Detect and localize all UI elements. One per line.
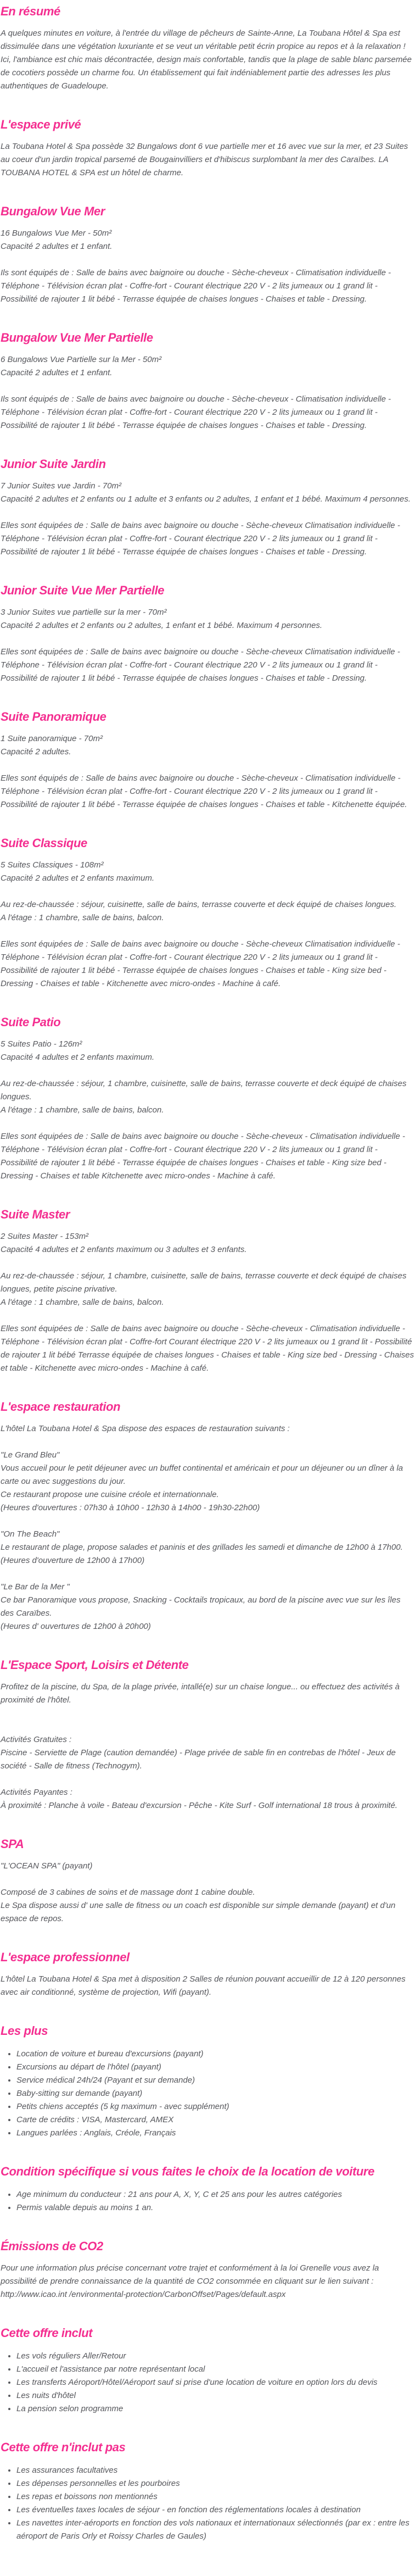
list-item-text: L'accueil et l'assistance par notre représentant local [16,2364,205,2374]
paragraph [1,1077,415,1117]
list-item [16,2061,415,2074]
paragraph-line: Capacité 4 adultes et 2 enfants maximum ou 3 adultes et 3 enfants. [1,1245,247,1254]
bullet-list [1,2464,415,2543]
paragraph-line: 6 Bungalows Vue Partielle sur la Mer - 50m² [1,355,162,364]
list-item [16,2201,415,2215]
paragraph-line: L'hôtel La Toubana Hotel & Spa dispose des espaces de restauration suivants : [1,1424,290,1433]
section-title: Suite Panoramique [1,710,106,724]
paragraph-line: Activités Gratuites : [1,1735,72,1744]
paragraph [1,1786,415,1812]
section-en-resume [1,4,415,93]
section-title: L'espace professionnel [1,1950,130,1964]
paragraph-line: Ce bar Panoramique vous propose, Snacking - Cocktails tropicaux, au bord de la piscine avec vue sur les îles des Caraïbes. [1,1595,401,1618]
paragraph-line: Ils sont équipés de : Salle de bains avec baignoire ou douche - Sèche-cheveux - Climatisation individuelle - Téléphone - Télévision écran plat - Coffre-fort - Courant électrique 220 V - 2 lits jumeaux ou 1 grand lit - Possibilité de rajouter 1 lit bébé - Terrasse équipée de chaises longues - Chaises et table - Dressing. [1,394,391,430]
paragraph-line: Piscine - Serviette de Plage (caution demandée) - Plage privée de sable fin en contrebas de l'hôtel - Jeux de société - Salle de fitness (Technogym). [1,1748,396,1771]
section-les-plus [1,2023,415,2140]
paragraph-line: Elles sont équipées de : Salle de bains avec baignoire ou douche - Sèche-cheveux - Climatisation individuelle - Téléphone - Télévision écran plat - Coffre-fort Courant électrique 220 V - 2 lits jumeaux ou 1 grand lit - Possibilité de rajouter 1 lit bébé Terrasse équipée de chaises longues - Chaises et table - King size bed - Dressing - Chaises et table - Kitchenette avec micro-ondes - Machine à café. [1,1324,414,1373]
paragraph-line: Capacité 2 adultes. [1,747,71,756]
bullet-list [1,2350,415,2416]
paragraph-line: Capacité 2 adultes et 1 enfant. [1,368,113,377]
list-item-text: Petits chiens acceptés (5 kg maximum - avec supplément) [16,2102,229,2111]
list-item [16,2074,415,2087]
paragraph [1,1860,415,1873]
list-item-text: Les nuits d'hôtel [16,2391,76,2400]
paragraph [1,1581,415,1633]
list-item-text: Les dépenses personnelles et les pourboires [16,2479,180,2488]
list-item-text: Les éventuelles taxes locales de séjour - en fonction des réglementations locales à destination [16,2505,361,2514]
paragraph [1,266,415,306]
paragraph-line: Elles sont équipées de : Salle de bains avec baignoire ou douche - Sèche-cheveux Climatisation individuelle - Téléphone - Télévision écran plat - Coffre-fort - Courant électrique 220 V - 2 lits jumeaux ou 1 grand lit - Possibilité de rajouter 1 lit bébé - Terrasse équipée de chaises longues - Chaises et table - Dressing. [1,521,400,557]
list-item [16,2490,415,2503]
section-espace-restauration [1,1399,415,1633]
paragraph-line: Capacité 2 adultes et 2 enfants ou 1 adulte et 3 enfants ou 2 adultes, 1 enfant et 1 bébé. Maximum 4 personnes. [1,494,411,504]
section-junior-suite-vue-mer-partielle [1,583,415,685]
bullet-list [1,2048,415,2140]
paragraph [1,938,415,991]
paragraph-line: Au rez-de-chaussée : séjour, 1 chambre, cuisinette, salle de bains, terrasse couverte et deck équipé de chaises longues, petite piscine privative. [1,1271,407,1294]
paragraph-line: Composé de 3 cabines de soins et de massage dont 1 cabine double. [1,1888,255,1897]
section-title: Bungalow Vue Mer [1,204,105,218]
paragraph [1,732,415,759]
list-item-text: Les vols réguliers Aller/Retour [16,2351,126,2361]
paragraph [1,1886,415,1926]
paragraph [1,140,415,180]
list-item-text: Les assurances facultatives [16,2466,118,2475]
paragraph [1,1322,415,1375]
section-espace-professionnel [1,1950,415,1999]
paragraph-line: Capacité 2 adultes et 1 enfant. [1,242,113,251]
list-item [16,2350,415,2363]
list-item [16,2402,415,2416]
section-title: Suite Master [1,1208,70,1221]
section-bungalow-vue-mer [1,204,415,306]
list-item [16,2113,415,2127]
section-suite-classique [1,836,415,991]
paragraph-line: Profitez de la piscine, du Spa, de la plage privée, intallé(e) sur un chaise longue... ou effectuez des activités à proximité de l'hôtel. [1,1682,400,1705]
section-title: En résumé [1,4,60,18]
paragraph-line: Ils sont équipés de : Salle de bains avec baignoire ou douche - Sèche-cheveux - Climatisation individuelle - Téléphone - Télévision écran plat - Coffre-fort - Courant électrique 220 V - 2 lits jumeaux ou 1 grand lit - Possibilité de rajouter 1 lit bébé - Terrasse équipée de chaises longues - Chaises et table - Dressing. [1,268,391,304]
section-suite-patio [1,1015,415,1183]
section-emissions-co2 [1,2239,415,2301]
section-title: SPA [1,1837,24,1851]
paragraph-line: Elles sont équipées de : Salle de bains avec baignoire ou douche - Sèche-cheveux Climatisation individuelle - Téléphone - Télévision écran plat - Coffre-fort - Courant électrique 220 V - 2 lits jumeaux ou 1 grand lit - Possibilité de rajouter 1 lit bébé - Terrasse équipée de chaises longues - Chaises et table - Dressing. [1,647,400,683]
list-item-text: Service médical 24h/24 (Payant et sur demande) [16,2076,195,2085]
paragraph-line: 2 Suites Master - 153m² [1,1232,89,1241]
list-item [16,2376,415,2389]
section-title: Condition spécifique si vous faites le choix de la location de voiture [1,2165,375,2178]
section-suite-panoramique [1,709,415,811]
paragraph [1,1528,415,1567]
paragraph-line: (Heures d'ouverture de 12h00 à 17h00) [1,1556,145,1565]
list-item-text: Les navettes inter-aéroports en fonction des vols nationaux et internationaux sélectionnés (par ex : entre les aéroport de Paris Orly et Roissy Charles de Gaules) [16,2518,409,2541]
section-title: Les plus [1,2024,48,2038]
paragraph-line: "L'OCEAN SPA" (payant) [1,1861,93,1871]
section-title: L'Espace Sport, Loisirs et Détente [1,1658,189,1672]
list-item-text: Permis valable depuis au moins 1 an. [16,2203,154,2212]
paragraph [1,353,415,380]
section-espace-sport-loisirs-detente [1,1657,415,1812]
bullet-list [1,2188,415,2215]
paragraph [1,1130,415,1183]
paragraph [1,1733,415,1773]
list-item-text: Age minimum du conducteur : 21 ans pour A, X, Y, C et 25 ans pour les autres catégories [16,2190,342,2199]
paragraph [1,393,415,432]
paragraph-line: 16 Bungalows Vue Mer - 50m² [1,229,112,238]
list-item [16,2503,415,2517]
paragraph-line: À proximité : Planche à voile - Bateau d'excursion - Pêche - Kite Surf - Golf international 18 trous à proximité. [1,1801,398,1810]
paragraph-line: A quelques minutes en voiture, à l'entrée du village de pêcheurs de Sainte-Anne, La Toubana Hôtel & Spa est dissimulée dans une végétation luxuriante et se veut un véritable petit écrin propice au repos et à la relaxation ! Ici, l'ambiance est chic mais décontractée, design mais confortable, tandis que la plage de sable blanc parsemée de cocotiers possède un charme fou. Un établissement qui fait indéniablement partie des adresses les plus authentiques de Guadeloupe. [1,29,412,91]
section-junior-suite-jardin [1,457,415,559]
paragraph-line: Capacité 2 adultes et 2 enfants ou 2 adultes, 1 enfant et 1 bébé. Maximum 4 personnes. [1,621,323,630]
paragraph [1,1422,415,1436]
paragraph-line: Le restaurant de plage, propose salades et paninis et des grillades les samedi et dimanche de 12h00 à 17h00. [1,1543,403,1552]
list-item-text: Baby-sitting sur demande (payant) [16,2089,143,2098]
paragraph-line: "Le Grand Bleu" [1,1450,60,1460]
list-item-text: Excursions au départ de l'hôtel (payant) [16,2062,161,2072]
paragraph-line: 3 Junior Suites vue partielle sur la mer - 70m² [1,608,167,617]
paragraph [1,480,415,506]
paragraph-line: A l'étage : 1 chambre, salle de bains, balcon. [1,1105,164,1115]
section-title: L'espace privé [1,118,81,131]
paragraph-line: 5 Suites Classiques - 108m² [1,860,104,870]
section-title: Suite Classique [1,836,87,850]
paragraph [1,1973,415,1999]
list-item-text: Location de voiture et bureau d'excursions (payant) [16,2049,204,2058]
paragraph-line: 7 Junior Suites vue Jardin - 70m² [1,481,122,491]
list-item-text: La pension selon programme [16,2404,123,2413]
section-offre-n-inclut-pas [1,2440,415,2543]
paragraph-line: A l'étage : 1 chambre, salle de bains, balcon. [1,1298,164,1307]
paragraph-line: "On The Beach" [1,1529,60,1539]
list-item [16,2100,415,2113]
paragraph-line: Activités Payantes : [1,1788,72,1797]
section-title: Cette offre n'inclut pas [1,2440,126,2454]
section-bungalow-vue-mer-partielle [1,330,415,432]
paragraph [1,898,415,925]
section-title: Junior Suite Jardin [1,457,106,471]
paragraph-line: Au rez-de-chaussée : séjour, 1 chambre, cuisinette, salle de bains, terrasse couverte et deck équipé de chaises longues. [1,1079,407,1101]
paragraph-line: Au rez-de-chaussée : séjour, cuisinette, salle de bains, terrasse couverte et deck équipé de chaises longues. [1,900,397,909]
paragraph [1,1230,415,1256]
list-item [16,2477,415,2490]
list-item-text: Carte de crédits : VISA, Mastercard, AMEX [16,2115,174,2124]
paragraph-line: Elles sont équipées de : Salle de bains avec baignoire ou douche - Sèche-cheveux Climatisation individuelle - Téléphone - Télévision écran plat - Coffre-fort - Courant électrique 220 V - 2 lits jumeaux ou 1 grand lit - Possibilité de rajouter 1 lit bébé - Terrasse équipée de chaises longues - Chaises et table - King size bed - Dressing - Chaises et table - Kitchenette avec micro-ondes - Machine à café. [1,939,400,988]
paragraph-line: Vous accueil pour le petit déjeuner avec un buffet continental et américain et pour un déjeuner ou un dîner à la carte ou avec suggestions du jour. [1,1464,403,1486]
paragraph [1,646,415,685]
paragraph [1,1449,415,1515]
paragraph [1,859,415,885]
paragraph-line: Pour une information plus précise concernant votre trajet et conformément à la loi Grenelle vous avez la possibilité de prendre connaissance de la quantité de CO2 consommée en cliquant sur le lien suivant : http://www.icao.int /environmental-protection/CarbonOffset/Pages/default.aspx [1,2263,379,2299]
paragraph [1,1038,415,1064]
section-suite-master [1,1207,415,1375]
paragraph-line: L'hôtel La Toubana Hotel & Spa met à disposition 2 Salles de réunion pouvant accueillir de 12 à 120 personnes avec air conditionné, système de projection, Wifi (payant). [1,1974,406,1997]
list-item-text: Les repas et boissons non mentionnés [16,2492,158,2501]
paragraph-line: 5 Suites Patio - 126m² [1,1039,82,1049]
paragraph [1,772,415,811]
paragraph [1,227,415,253]
list-item [16,2363,415,2376]
paragraph-line: 1 Suite panoramique - 70m² [1,734,103,743]
paragraph [1,1681,415,1707]
paragraph-line: "Le Bar de la Mer " [1,1582,70,1592]
section-title: Cette offre inclut [1,2326,93,2340]
paragraph [1,2262,415,2301]
section-title: Junior Suite Vue Mer Partielle [1,583,165,597]
paragraph-line: La Toubana Hotel & Spa possède 32 Bungalows dont 6 vue partielle mer et 16 avec vue sur la mer, et 23 Suites au coeur d'un jardin tropical parsemé de Bougainvilliers et d'hibiscus surplombant la mer des Caraïbes. LA TOUBANA HOTEL & SPA est un hôtel de charme. [1,142,408,177]
section-title: Bungalow Vue Mer Partielle [1,331,153,344]
paragraph-line: (Heures d' ouvertures de 12h00 à 20h00) [1,1622,151,1631]
paragraph-line: Capacité 2 adultes et 2 enfants maximum. [1,873,155,883]
paragraph-line: Capacité 4 adultes et 2 enfants maximum. [1,1053,155,1062]
section-title: L'espace restauration [1,1400,121,1414]
paragraph [1,519,415,559]
paragraph [1,1270,415,1309]
list-item [16,2048,415,2061]
section-espace-prive [1,117,415,180]
list-item-text: Langues parlées : Anglais, Créole, Français [16,2128,176,2138]
list-item [16,2517,415,2543]
paragraph-line: A l'étage : 1 chambre, salle de bains, balcon. [1,913,164,922]
list-item-text: Les transferts Aéroport/Hôtel/Aéroport sauf si prise d'une location de voiture en option lors du devis [16,2378,378,2387]
section-condition-location-voiture [1,2164,415,2215]
section-offre-inclut [1,2325,415,2416]
section-spa [1,1837,415,1926]
paragraph-line: Elles sont équipés de : Salle de bains avec baignoire ou douche - Sèche-cheveux - Climatisation individuelle - Téléphone - Télévision écran plat - Coffre-fort - Courant électrique 220 V - 2 lits jumeaux ou 1 grand lit - Possibilité de rajouter 1 lit bébé - Terrasse équipée de chaises longues - Chaises et table - Kitchenette équipée. [1,774,407,809]
list-item [16,2188,415,2201]
paragraph-line: Le Spa dispose aussi d' une salle de fitness ou un coach est disponible sur simple demande (payant) et d'un espace de repos. [1,1901,396,1923]
list-item [16,2087,415,2100]
list-item [16,2464,415,2477]
paragraph-line: Elles sont équipées de : Salle de bains avec baignoire ou douche - Sèche-cheveux - Climatisation individuelle - Téléphone - Télévision écran plat - Coffre-fort - Courant électrique 220 V - 2 lits jumeaux ou 1 grand lit - Possibilité de rajouter 1 lit bébé - Terrasse équipée de chaises longues - Chaises et table - King size bed - Dressing - Chaises et table Kitchenette avec micro-ondes - Machine à café. [1,1132,406,1181]
list-item [16,2127,415,2140]
paragraph-line: Ce restaurant propose une cuisine créole et internationnale. [1,1490,219,1499]
paragraph-line: (Heures d'ouvertures : 07h30 à 10h00 - 12h30 à 14h00 - 19h30-22h00) [1,1503,260,1512]
list-item [16,2389,415,2402]
paragraph [1,27,415,93]
section-title: Émissions de CO2 [1,2239,103,2253]
paragraph [1,606,415,632]
section-title: Suite Patio [1,1015,61,1029]
